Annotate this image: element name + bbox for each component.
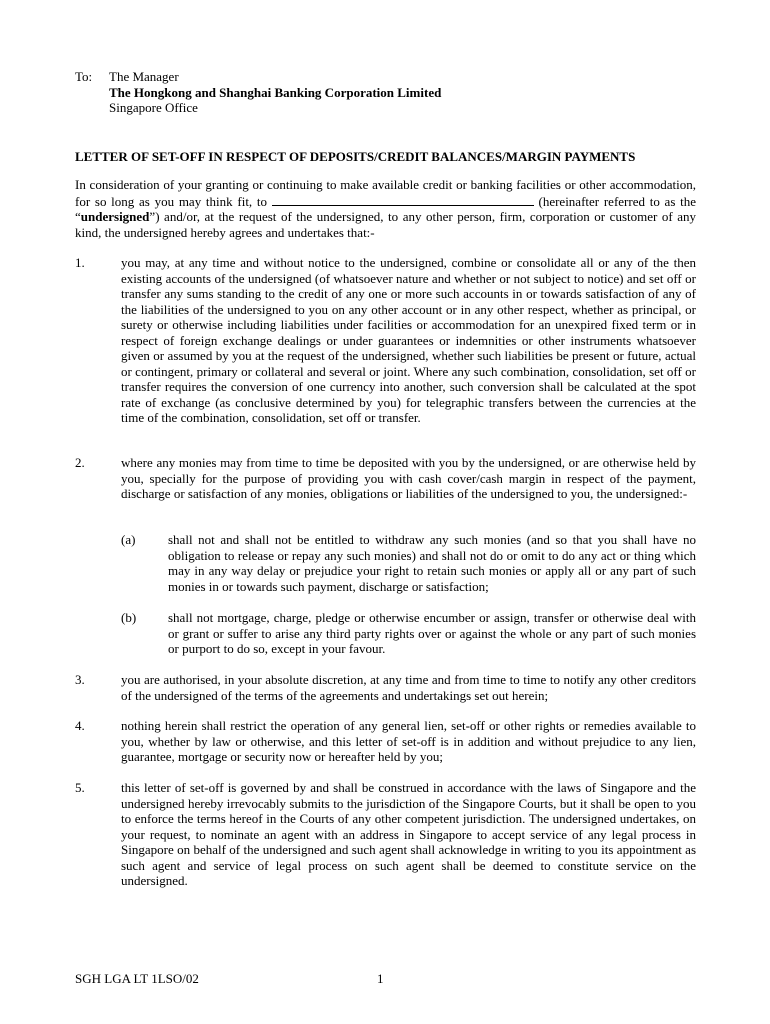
clause-number: 2. xyxy=(75,455,85,470)
subclause-text: shall not mortgage, charge, pledge or otherwise encumber or assign, transfer or otherwise deal with or grant or suffer to arise any third party rights over or against the whole or any part of such monies or purport to do so, except in your favour. xyxy=(168,610,696,656)
clause-text: nothing herein shall restrict the operation of any general lien, set-off or other rights or remedies available to you, whether by law or otherwise, and this letter of set-off is in addition and without prejudice to any lien, guarantee, mortgage or security now or hereafter held by you; xyxy=(121,718,696,764)
subclause-text: shall not and shall not be entitled to withdraw any such monies (and so that you shall have no obligation to release or repay any such monies) and shall not do or omit to do any act or thing which may in any way delay or prejudice your right to retain such monies or apply all or any part of such monies in or towards such payment, discharge or satisfaction; xyxy=(168,532,696,594)
intro-text-1: In consideration of your granting or continuing to make available credit or banking facilities or other accommodation, for so long as you may think fit, to xyxy=(75,177,696,209)
clause-text: you may, at any time and without notice to the undersigned, combine or consolidate all or any of the then existing accounts of the undersigned (of whatsoever nature and whether or not subject to notice) and set off or transfer any sums standing to the credit of any one or more such accounts in or towards satisfaction of any of the liabilities of the undersigned to you on any other account or in any other respect, whether as principal, or surety or otherwise including liabilities under facilities or accommodation for an unexpired fixed term or in respect of foreign exchange dealings or under guarantees or indemnities or other instruments whatsoever given or assumed by you at the request of the undersigned, whether such liabilities be present or future, actual or contingent, primary or collateral and several or joint. Where any such combination, consolidation, set off or transfer requires the conversion of one currency into another, such conversion shall be calculated at the spot rate of exchange (as conclusive determined by you) for telegraphic transfers between the currencies at the time of the combination, consolidation, set off or transfer. xyxy=(121,255,696,425)
clause-number: 4. xyxy=(75,718,85,733)
undersigned-term: undersigned xyxy=(80,209,150,224)
to-label: To: xyxy=(75,69,93,84)
customer-name-blank xyxy=(272,193,534,206)
subclause-label: (a) xyxy=(121,532,136,547)
clause-number: 5. xyxy=(75,780,85,795)
clause-text: where any monies may from time to time be deposited with you by the undersigned, or are otherwise held by you, specially for the purpose of providing you with cash cover/cash margin in respect of the payment, discharge or satisfaction of any monies, obligations or liabilities of the undersigned to you, the undersigned:- xyxy=(121,455,696,501)
bank-name: The Hongkong and Shanghai Banking Corporation Limited xyxy=(109,84,442,100)
page-number: 1 xyxy=(377,971,384,986)
addressee: The Manager xyxy=(109,69,179,84)
intro-paragraph xyxy=(75,177,696,240)
intro-text-3: ”) and/or, at the request of the undersigned, to any other person, firm, corporation or customer of any kind, the undersigned hereby agrees and undertakes that:- xyxy=(75,209,696,240)
intro-text-2: (hereinafter referred to as the “ xyxy=(75,193,696,224)
address-block xyxy=(109,69,441,116)
clause-text: this letter of set-off is governed by and shall be construed in accordance with the laws of Singapore and the undersigned hereby irrevocably submits to the jurisdiction of the Singapore Courts, but it shall be open to you to enforce the terms hereof in the Courts of any other competent jurisdiction. The undersigned undertakes, on your request, to nominate an agent with an address in Singapore to accept service of any legal process in Singapore on behalf of the undersigned and such agent shall acknowledge in writing to you its appointment as such agent and service of legal process on such agent shall be deemed to constitute service on the undersigned. xyxy=(121,780,696,888)
letter-title: LETTER OF SET-OFF IN RESPECT OF DEPOSITS/CREDIT BALANCES/MARGIN PAYMENTS xyxy=(75,149,636,164)
office-name: Singapore Office xyxy=(109,100,198,115)
clause-number: 3. xyxy=(75,672,85,687)
clause-text: you are authorised, in your absolute discretion, at any time and from time to time to notify any other creditors of the undersigned of the terms of the agreements and undertakings set out herein; xyxy=(121,672,696,703)
clause-number: 1. xyxy=(75,255,85,270)
form-code: SGH LGA LT 1LSO/02 xyxy=(75,971,199,986)
subclause-label: (b) xyxy=(121,610,137,625)
